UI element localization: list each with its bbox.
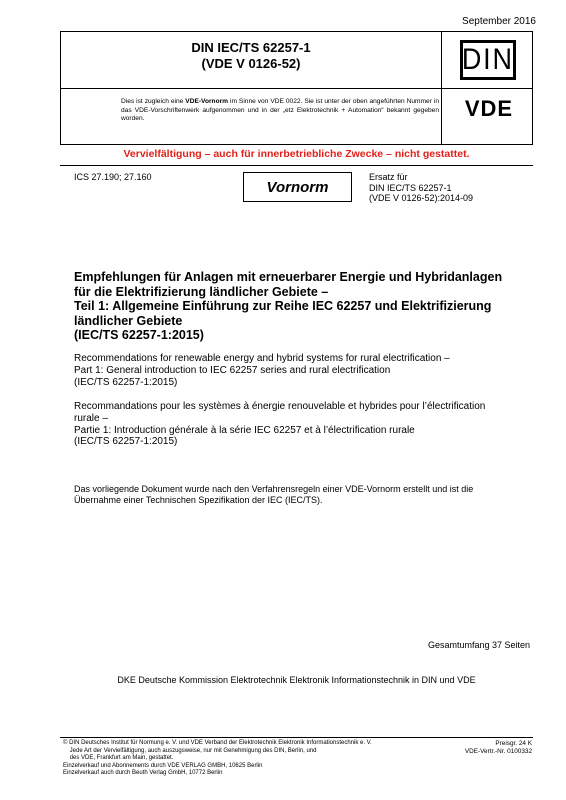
footer-line: Einzelverkauf auch durch Beuth Verlag GmbH, 10772 Berlin bbox=[63, 770, 223, 776]
ersatz-line: (VDE V 0126-52):2014-09 bbox=[369, 193, 474, 203]
standard-number-vde: (VDE V 0126-52) bbox=[201, 56, 301, 71]
title-german-line: (IEC/TS 62257-1:2015) bbox=[74, 328, 204, 342]
ersatz-line: Ersatz für bbox=[369, 172, 408, 182]
header-box bbox=[60, 31, 533, 145]
notice-text-post: im Sinne von VDE 0022. Sie ist unter der oben angeführten Nummer in das VDE-Vorschriftenwerk aufgenommen und in der „etz Elektrotechnik + Automation“ bekannt gegeben worden. bbox=[121, 98, 439, 122]
price-group: Preisgr. 24 K bbox=[495, 740, 532, 747]
title-german-line: ländlicher Gebiete bbox=[74, 313, 183, 328]
title-english-line: Part 1: General introduction to IEC 62257 series and rural electrification bbox=[74, 364, 391, 376]
title-german-line: für die Elektrifizierung ländlicher Gebiete – bbox=[74, 284, 329, 299]
replacement-info bbox=[369, 172, 473, 204]
title-french-line: Recommandations pour les systèmes à énergie renouvelable et hybrides pour l’électrification bbox=[74, 401, 486, 412]
footer-copyright bbox=[63, 740, 423, 778]
page-count: Gesamtumfang 37 Seiten bbox=[427, 640, 530, 650]
standard-number bbox=[61, 40, 441, 72]
dke-line: DKE Deutsche Kommission Elektrotechnik Elektronik Informationstechnik in DIN und VDE bbox=[117, 675, 476, 685]
header-divider-horizontal bbox=[61, 88, 532, 89]
title-german bbox=[74, 270, 514, 343]
title-german-line: Teil 1: Allgemeine Einführung zur Reihe IEC 62257 und Elektrifizierung bbox=[74, 299, 492, 313]
standard-number-din: DIN IEC/TS 62257-1 bbox=[191, 40, 311, 55]
footer-line: © DIN Deutsches Institut für Normung e. V. und VDE Verband der Elektrotechnik Elektronik Informationstechnik e. V. bbox=[63, 740, 372, 746]
vornorm-label: Vornorm bbox=[266, 178, 329, 196]
footer-line: Jede Art der Vervielfältigung, auch auszugsweise, nur mit Genehmigung des DIN, Berlin, und bbox=[63, 747, 317, 754]
notice-text-pre: Dies ist zugleich eine bbox=[121, 98, 186, 105]
document-note: Das vorliegende Dokument wurde nach den Verfahrensregeln einer VDE-Vornorm erstellt und ist die Übernahme einer Technischen Spezifikation der IEC (IEC/TS). bbox=[74, 484, 474, 505]
footer-price bbox=[465, 740, 532, 756]
ics-codes: ICS 27.190; 27.160 bbox=[74, 172, 152, 182]
footer-separator bbox=[60, 737, 533, 738]
ersatz-line: DIN IEC/TS 62257-1 bbox=[369, 182, 452, 193]
footer-line: Einzelverkauf und Abonnements durch VDE VERLAG GMBH, 10625 Berlin bbox=[63, 762, 263, 769]
title-english bbox=[74, 353, 514, 388]
vde-logo: VDE bbox=[464, 96, 514, 121]
title-english-line: Recommendations for renewable energy and hybrid systems for rural electrification – bbox=[74, 353, 450, 364]
footer-line: des VDE, Frankfurt am Main, gestattet. bbox=[63, 755, 174, 761]
title-french-line: Partie 1: Introduction générale à la série IEC 62257 et à l’électrification rurale bbox=[74, 424, 415, 436]
title-french-line: (IEC/TS 62257-1:2015) bbox=[74, 436, 178, 448]
title-german-line: Empfehlungen für Anlagen mit erneuerbarer Energie und Hybridanlagen bbox=[74, 270, 503, 284]
separator-line bbox=[60, 165, 533, 166]
title-english-line: (IEC/TS 62257-1:2015) bbox=[74, 376, 178, 388]
title-french bbox=[74, 401, 514, 448]
notice-text-bold: VDE-Vornorm bbox=[185, 98, 229, 105]
vde-distribution-number: VDE-Vertr.-Nr. 0100332 bbox=[464, 748, 532, 755]
publication-date: September 2016 bbox=[462, 16, 536, 27]
copy-warning: Vervielfältigung – auch für innerbetriebliche Zwecke – nicht gestattet. bbox=[123, 148, 470, 160]
vde-notice bbox=[121, 98, 439, 124]
din-logo bbox=[460, 40, 516, 80]
title-french-line: rurale – bbox=[74, 412, 108, 424]
din-logo-text: DIN bbox=[462, 43, 514, 76]
vornorm-box bbox=[243, 172, 352, 202]
